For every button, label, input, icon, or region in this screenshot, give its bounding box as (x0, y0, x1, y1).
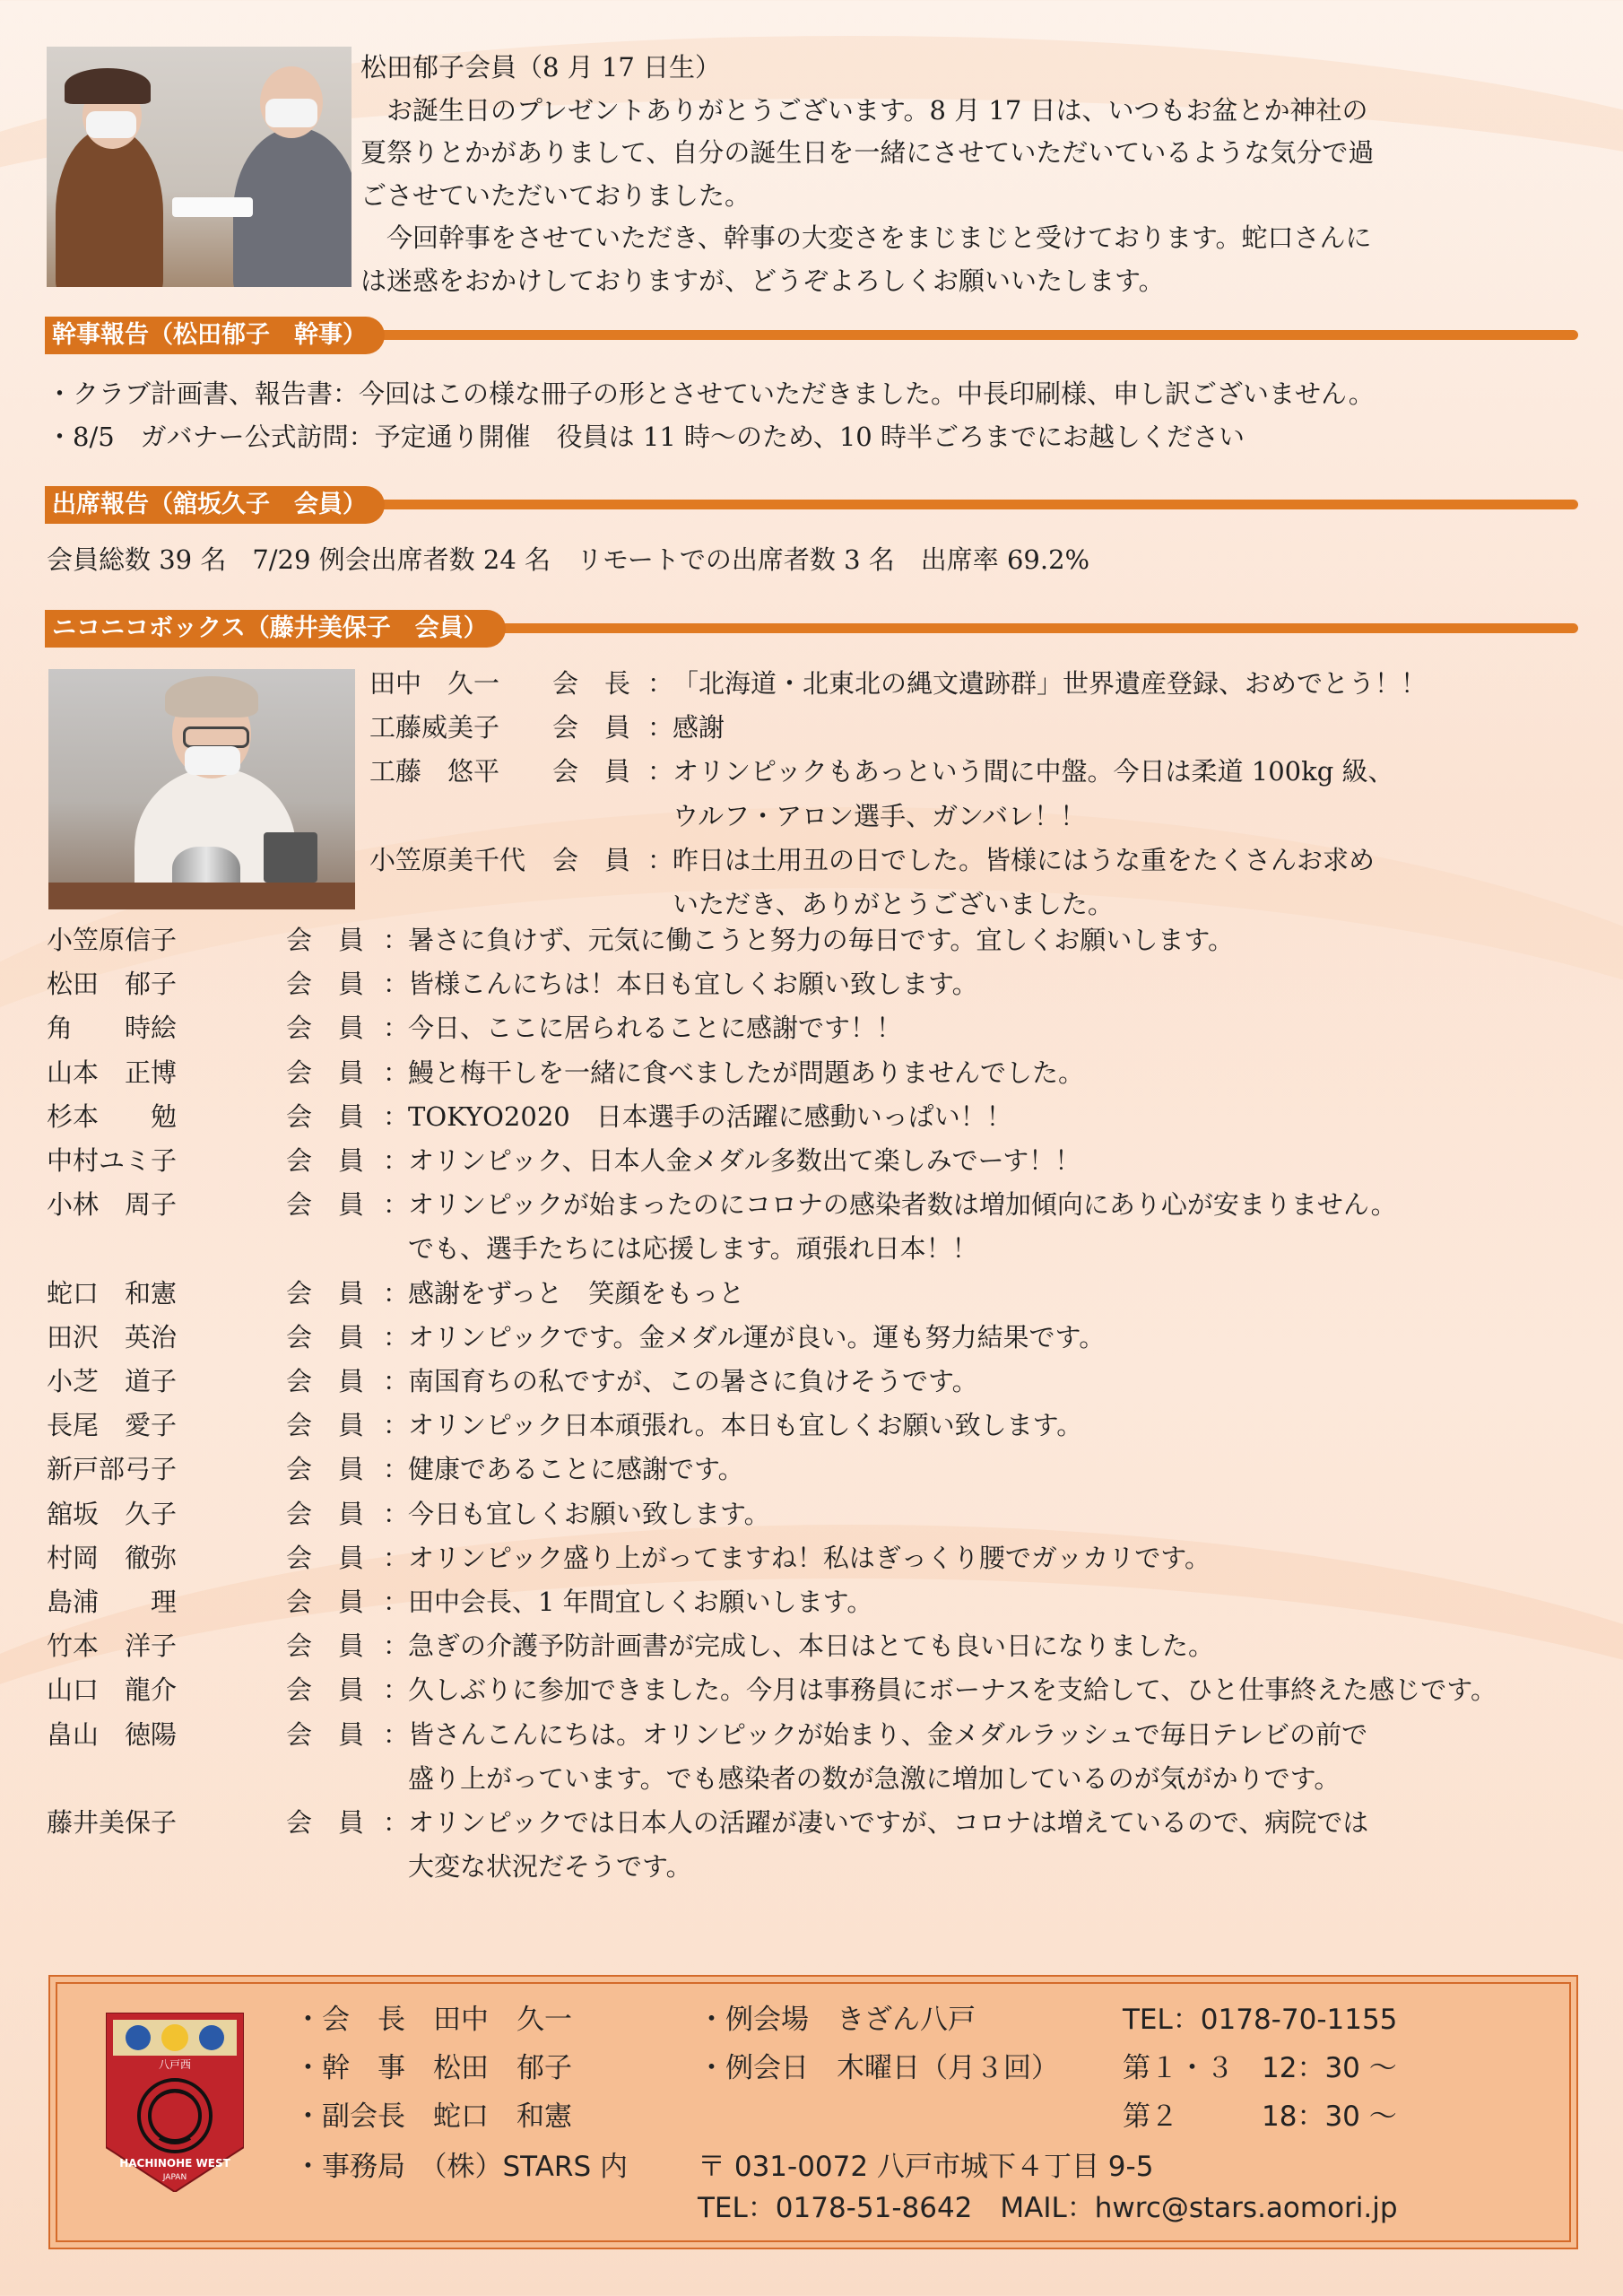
member-role: 会 員 (552, 712, 631, 744)
list-item: 小笠原美千代 会 員 ： 昨日は土用丑の日でした。皆様にはうな重をたくさんお求め (369, 839, 1589, 883)
report-line: ・8/5 ガバナー公式訪問：予定通り開催 役員は 11 時〜のため、10 時半ごろまでにお越しください (47, 422, 1245, 452)
list-item: 角 時絵 会 員 ： 今日、ここに居られることに感謝です！！ (47, 1006, 1589, 1050)
member-name: 小笠原信子 (47, 925, 178, 955)
member-comment: TOKYO2020 日本選手の活躍に感動いっぱい！！ (408, 1100, 1012, 1132)
list-item: 村岡 徹弥 会 員 ： オリンピック盛り上がってますね！私はぎっくり腰でガッカリです。 (47, 1536, 1589, 1580)
list-item: 竹本 洋子 会 員 ： 急ぎの介護予防計画書が完成し、本日はとても良い日になりました。 (47, 1624, 1589, 1668)
list-item: 田中 久一 会 長 ： 「北海道・北東北の縄文遺跡群」世界遺産登録、おめでとう！！ (369, 662, 1589, 706)
member-name: 竹本 洋子 (47, 1631, 178, 1662)
list-item: 小芝 道子 会 員 ： 南国育ちの私ですが、この暑さに負けそうです。 (47, 1360, 1589, 1404)
member-role: 会 員 (286, 1145, 365, 1177)
member-role: 会 員 (286, 1013, 365, 1044)
member-role: 会 長 (552, 668, 631, 699)
section-title: ニコニコボックス（藤井美保子 会員） (45, 610, 506, 648)
list-item: 島浦 理 会 員 ： 田中会長、1 年間宜しくお願いします。 (47, 1580, 1589, 1624)
member-comment: 大変な状況だそうです。 (408, 1851, 692, 1883)
member-name: 山本 正博 (47, 1057, 178, 1088)
list-item: 新戸部弓子 会 員 ： 健康であることに感謝です。 (47, 1448, 1589, 1492)
member-role: 会 員 (286, 1718, 365, 1750)
member-role: 会 員 (286, 1542, 365, 1573)
niko-top-list (369, 662, 1589, 926)
footer-meeting-day: ・例会日 木曜日（月３回） (698, 2052, 1059, 2084)
member-comment: オリンピック、日本人金メダル多数出て楽しみでーす！！ (408, 1145, 1081, 1177)
member-comment: 感謝 (673, 712, 725, 744)
intro-paragraph: ごさせていただいておりました。 (360, 179, 751, 211)
member-name: 舘坂 久子 (47, 1498, 178, 1529)
list-item-continuation (369, 795, 1589, 839)
intro-heading: 松田郁子会員（8 月 17 日生） (360, 52, 722, 83)
footer-contact: TEL：0178-51-8642 MAIL：hwrc@stars.aomori.jp (698, 2192, 1398, 2224)
footer-venue-tel: TEL：0178-70-1155 (1123, 2004, 1398, 2036)
member-role: 会 員 (286, 1807, 365, 1839)
footer-vice-president: ・副会長 蛇口 和憲 (294, 2100, 572, 2133)
club-info-footer (48, 1975, 1578, 2249)
section-header-attendance (45, 486, 1578, 524)
member-role: 会 員 (286, 1454, 365, 1485)
member-role: 会 員 (286, 1587, 365, 1618)
member-comment: オリンピックもあっという間に中盤。今日は柔道 100kg 級、 (673, 756, 1394, 787)
list-item: 畠山 徳陽 会 員 ： 皆さんこんにちは。オリンピックが始まり、金メダルラッシュで毎日テレビの前で (47, 1713, 1589, 1757)
member-comment: オリンピックが始まったのにコロナの感染者数は増加傾向にあり心が安まりません。 (408, 1189, 1397, 1221)
member-comment: 南国育ちの私ですが、この暑さに負けそうです。 (408, 1366, 978, 1397)
member-comment: 急ぎの介護予防計画書が完成し、本日はとても良い日になりました。 (408, 1631, 1215, 1662)
member-name: 小芝 道子 (47, 1366, 178, 1397)
member-name: 長尾 愛子 (47, 1410, 178, 1441)
birthday-photo (47, 47, 352, 287)
member-role: 会 員 (552, 844, 631, 875)
member-role: 会 員 (286, 1410, 365, 1441)
list-item-continuation (47, 1227, 1589, 1271)
list-item: 田沢 英治 会 員 ： オリンピックです。金メダル運が良い。運も努力結果です。 (47, 1316, 1589, 1360)
member-name: 新戸部弓子 (47, 1454, 178, 1485)
member-name: 藤井美保子 (47, 1807, 178, 1839)
member-name: 山口 龍介 (47, 1674, 178, 1706)
section-header-kanji (45, 317, 1578, 354)
intro-paragraph: 夏祭りとかがありまして、自分の誕生日を一緒にさせていただいているような気分で過 (360, 137, 1375, 168)
list-item: 舘坂 久子 会 員 ： 今日も宜しくお願い致します。 (47, 1492, 1589, 1536)
member-comment: オリンピック盛り上がってますね！私はぎっくり腰でガッカリです。 (408, 1542, 1211, 1573)
list-item: 小笠原信子 会 員 ： 暑さに負けず、元気に働こうと努力の毎日です。宜しくお願いします。 (47, 918, 1589, 962)
member-comment: オリンピックでは日本人の活躍が凄いですが、コロナは増えているので、病院では (408, 1807, 1369, 1839)
attendance-line: 会員総数 39 名 7/29 例会出席者数 24 名 リモートでの出席者数 3 名 出席率 69.2% (47, 544, 1090, 575)
list-item: 藤井美保子 会 員 ： オリンピックでは日本人の活躍が凄いですが、コロナは増えているので、病院では (47, 1801, 1589, 1845)
footer-president: ・会 長 田中 久一 (294, 2004, 572, 2036)
footer-secretary: ・幹 事 松田 郁子 (294, 2052, 572, 2084)
attendance-body (47, 538, 1587, 581)
list-item-continuation (47, 1845, 1589, 1889)
member-role: 会 員 (286, 1057, 365, 1088)
member-role: 会 員 (286, 1366, 365, 1397)
list-item: 杉本 勉 会 員 ： TOKYO2020 日本選手の活躍に感動いっぱい！！ (47, 1095, 1589, 1139)
club-banner-logo (106, 2013, 244, 2192)
member-name: 工藤 悠平 (369, 756, 500, 787)
birthday-message (360, 47, 1526, 302)
banner-text: JAPAN (162, 2173, 187, 2182)
member-role: 会 員 (286, 1631, 365, 1662)
member-comment: 今日、ここに居られることに感謝です！！ (408, 1013, 903, 1044)
member-comment: オリンピックです。金メダル運が良い。運も努力結果です。 (408, 1321, 1106, 1352)
member-role: 会 員 (286, 1498, 365, 1529)
list-item: 小林 周子 会 員 ： オリンピックが始まったのにコロナの感染者数は増加傾向にあり心が安まりません。 (47, 1183, 1589, 1227)
banner-text: 八戸西 (158, 2058, 192, 2071)
member-comment: いただき、ありがとうございました。 (673, 889, 1114, 920)
niko-list (47, 918, 1589, 1889)
member-name: 角 時絵 (47, 1013, 178, 1044)
banner-text: HACHINOHE WEST (119, 2157, 230, 2170)
member-comment: 皆様こんにちは！本日も宜しくお願い致します。 (408, 969, 978, 1000)
member-name: 島浦 理 (47, 1587, 178, 1618)
member-comment: 盛り上がっています。でも感染者の数が急激に増加しているのが気がかりです。 (408, 1762, 1341, 1794)
member-comment: 「北海道・北東北の縄文遺跡群」世界遺産登録、おめでとう！！ (673, 668, 1428, 699)
kanji-report-body (47, 372, 1587, 458)
member-role: 会 員 (286, 1321, 365, 1352)
member-name: 松田 郁子 (47, 969, 178, 1000)
footer-time-2: 第２ 18：30 〜 (1123, 2100, 1397, 2133)
member-role: 会 員 (552, 756, 631, 787)
list-item: 中村ユミ子 会 員 ： オリンピック、日本人金メダル多数出て楽しみでーす！！ (47, 1139, 1589, 1183)
member-comment: 久しぶりに参加できました。今月は事務員にボーナスを支給して、ひと仕事終えた感じです。 (408, 1674, 1497, 1706)
member-name: 田沢 英治 (47, 1321, 178, 1352)
list-item: 工藤 悠平 会 員 ： オリンピックもあっという間に中盤。今日は柔道 100kg 級、 (369, 750, 1589, 794)
member-role: 会 員 (286, 1277, 365, 1309)
member-comment: ウルフ・アロン選手、ガンバレ！！ (673, 800, 1087, 831)
footer-venue: ・例会場 きざん八戸 (698, 2004, 976, 2036)
member-comment: 皆さんこんにちは。オリンピックが始まり、金メダルラッシュで毎日テレビの前で (408, 1718, 1368, 1750)
member-name: 中村ユミ子 (47, 1145, 178, 1177)
member-name: 畠山 徳陽 (47, 1718, 178, 1750)
member-name: 蛇口 和憲 (47, 1277, 178, 1309)
member-comment: でも、選手たちには応援します。頑張れ日本！！ (408, 1233, 978, 1265)
list-item: 松田 郁子 会 員 ： 皆様こんにちは！本日も宜しくお願い致します。 (47, 962, 1589, 1006)
intro-paragraph: は迷惑をおかけしておりますが、どうぞよろしくお願いいたします。 (360, 265, 1165, 296)
section-title: 幹事報告（松田郁子 幹事） (45, 317, 385, 354)
member-role: 会 員 (286, 925, 365, 955)
footer-time-1: 第１・３ 12：30 〜 (1123, 2052, 1397, 2084)
member-comment: 暑さに負けず、元気に働こうと努力の毎日です。宜しくお願いします。 (408, 925, 1235, 955)
member-name: 田中 久一 (369, 668, 500, 699)
member-comment: 田中会長、1 年間宜しくお願いします。 (408, 1587, 873, 1618)
member-comment: 鰻と梅干しを一緒に食べましたが問題ありませんでした。 (408, 1057, 1085, 1088)
intro-paragraph: お誕生日のプレゼントありがとうございます。8 月 17 日は、いつもお盆とか神社の (386, 94, 1368, 126)
member-comment: 健康であることに感謝です。 (408, 1454, 744, 1485)
report-line: ・クラブ計画書、報告書：今回はこの様な冊子の形とさせていただきました。中長印刷様、申し訳ございません。 (47, 378, 1375, 409)
member-role: 会 員 (286, 1674, 365, 1706)
list-item: 蛇口 和憲 会 員 ： 感謝をずっと 笑顔をもっと (47, 1272, 1589, 1316)
member-name: 村岡 徹弥 (47, 1542, 178, 1573)
list-item: 山口 龍介 会 員 ： 久しぶりに参加できました。今月は事務員にボーナスを支給して、ひと仕事終えた感じです。 (47, 1668, 1589, 1712)
member-comment: 昨日は土用丑の日でした。皆様にはうな重をたくさんお求め (673, 844, 1376, 875)
list-item: 山本 正博 会 員 ： 鰻と梅干しを一緒に食べましたが問題ありませんでした。 (47, 1051, 1589, 1095)
list-item-continuation (47, 1757, 1589, 1801)
intro-paragraph: 今回幹事をさせていただき、幹事の大変さをまじまじと受けております。蛇口さんに (386, 222, 1372, 253)
member-name: 小林 周子 (47, 1189, 178, 1221)
member-comment: 感謝をずっと 笑顔をもっと (408, 1277, 745, 1309)
list-item: 工藤威美子 会 員 ： 感謝 (369, 706, 1589, 750)
member-role: 会 員 (286, 1189, 365, 1221)
section-title: 出席報告（舘坂久子 会員） (45, 486, 385, 524)
member-name: 工藤威美子 (369, 712, 500, 744)
member-comment: オリンピック日本頑張れ。本日も宜しくお願い致します。 (408, 1410, 1083, 1441)
list-item: 長尾 愛子 会 員 ： オリンピック日本頑張れ。本日も宜しくお願い致します。 (47, 1404, 1589, 1448)
member-comment: 今日も宜しくお願い致します。 (408, 1498, 770, 1529)
footer-address: 〒 031-0072 八戸市城下４丁目 9-5 (698, 2151, 1154, 2183)
footer-office: ・事務局 （株）STARS 内 (294, 2151, 628, 2183)
member-role: 会 員 (286, 1100, 365, 1132)
member-name: 小笠原美千代 (369, 844, 526, 875)
member-name: 杉本 勉 (47, 1100, 178, 1132)
bell-speech-photo (48, 669, 355, 909)
section-header-niko (45, 610, 1578, 648)
member-role: 会 員 (286, 969, 365, 1000)
